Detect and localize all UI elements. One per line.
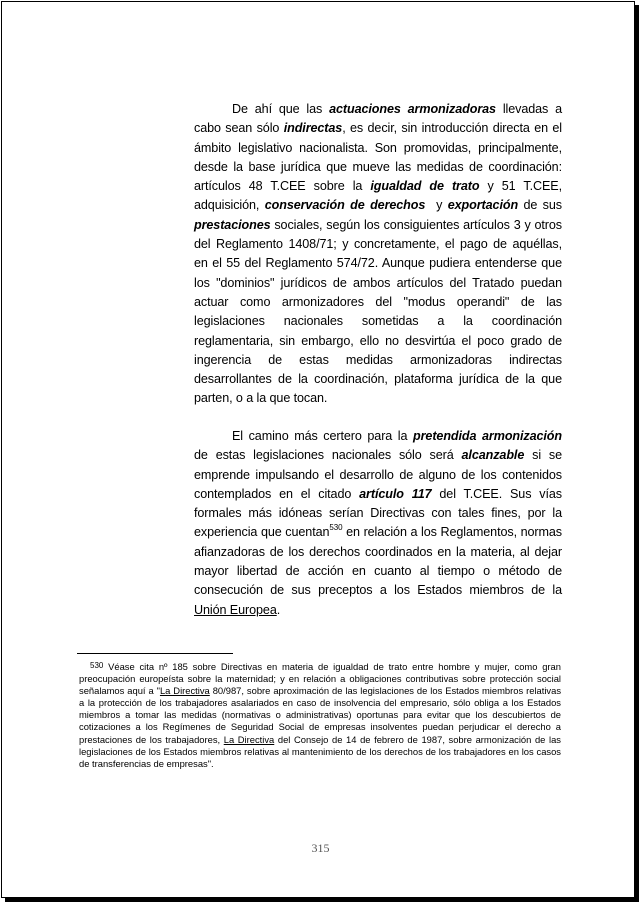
text-run: de sus [518,198,562,213]
emphasis-text: artículo 117 [359,486,432,501]
footnote-text: del Consejo de 14 de febrero de 1987, sobre armonización de las legislaciones de los Estados miembros relativas al mantenimiento de los derechos de los trabajadores en los casos de transferencias de empresas". [79,733,561,769]
paragraph-1 [194,100,562,409]
emphasis-text: conservación de derechos [264,198,426,213]
text-run: del T.CEE. Sus vías formales más idóneas serían Directivas con tales fines, por la experiencia que cuentan [194,486,562,540]
text-run: . [276,602,281,617]
footnote [79,660,561,770]
footnote-number: 530 [90,661,104,670]
emphasis-text: igualdad de trato [370,179,480,194]
emphasis-text: alcanzable [461,448,525,463]
page-number: 315 [311,841,330,855]
underlined-text: La Directiva [223,733,275,745]
text-run: , es decir, sin introducción directa en el ámbito legislativo nacionalista. Son promovidas, principalmente, desde la base jurídica que mueve las medidas de coordinación: artículos 48 T.CEE sobre la [194,121,563,194]
underlined-text: La Directiva [159,685,210,697]
emphasis-text: actuaciones armonizadoras [329,102,496,116]
text-run: si se emprende impulsando el desarrollo de alguno de los contenidos contemplados en el citado [194,448,562,501]
text-run: llevadas a cabo sean sólo [194,102,562,136]
text-run: De ahí que las [232,102,330,116]
text-run: y 51 T.CEE, adquisición, [194,179,562,213]
footnote-text: 80/987, sobre aproximación de las legislaciones de los Estados miembros relativas a la protección de los trabajadores asalariados en caso de insolvencia del empresario, sólo obliga a los Estados miembros a tomar las medidas (normativas o administrativas) oportunas para evitar que los descubiertos de cotizaciones a los Regímenes de Seguridad Social de empresas insolventes puedan perjudicar el derecho a prestaciones de los trabajadores, [79,685,562,745]
text-run: en relación a los Reglamentos, normas afianzadoras de los derechos coordinados en la materia, al dejar mayor libertad de acción en cuanto al tiempo o método de consecución de sus preceptos a los Estados miembros de la [194,525,563,598]
footnote-text: Véase cita nº 185 sobre Directivas en materia de igualdad de trato entre hombre y mujer, como gran preocupación europeísta sobre la maternidad; y en relación a obligaciones contributivas sobre protección social señalamos aquí a " [79,661,561,697]
paragraph-2 [194,427,562,620]
text-run: sociales, según los consiguientes artículos 3 y otros del Reglamento 1408/71; y concretamente, el pago de aquéllas, en el 55 del Reglamento 574/72. Aunque pudiera entenderse que los "dominios" jurídicos de ambos artículos del Tratado puedan actuar como armonizadores del "modus operandi" de las legislaciones nacionales sometidas a la coordinación reglamentaria, sin embargo, ello no desvirtúa el poco grado de ingerencia de estas medidas armonizadoras indirectas desarrollantes de la coordinación, plataforma jurídica de la que parten, o a la que tocan. [194,217,562,406]
emphasis-text: pretendida armonización [413,429,562,443]
emphasis-text: indirectas [283,121,343,136]
emphasis-text: prestaciones [194,217,271,232]
text-run: de estas legislaciones nacionales sólo será [194,448,462,463]
footnote-separator [77,653,233,654]
text-run: El camino más certero para la [232,429,414,443]
underlined-text: Unión Europea [194,602,277,617]
emphasis-text: exportación [447,198,519,213]
text-run: y [425,198,448,213]
footnote-reference[interactable]: 530 [329,523,343,533]
